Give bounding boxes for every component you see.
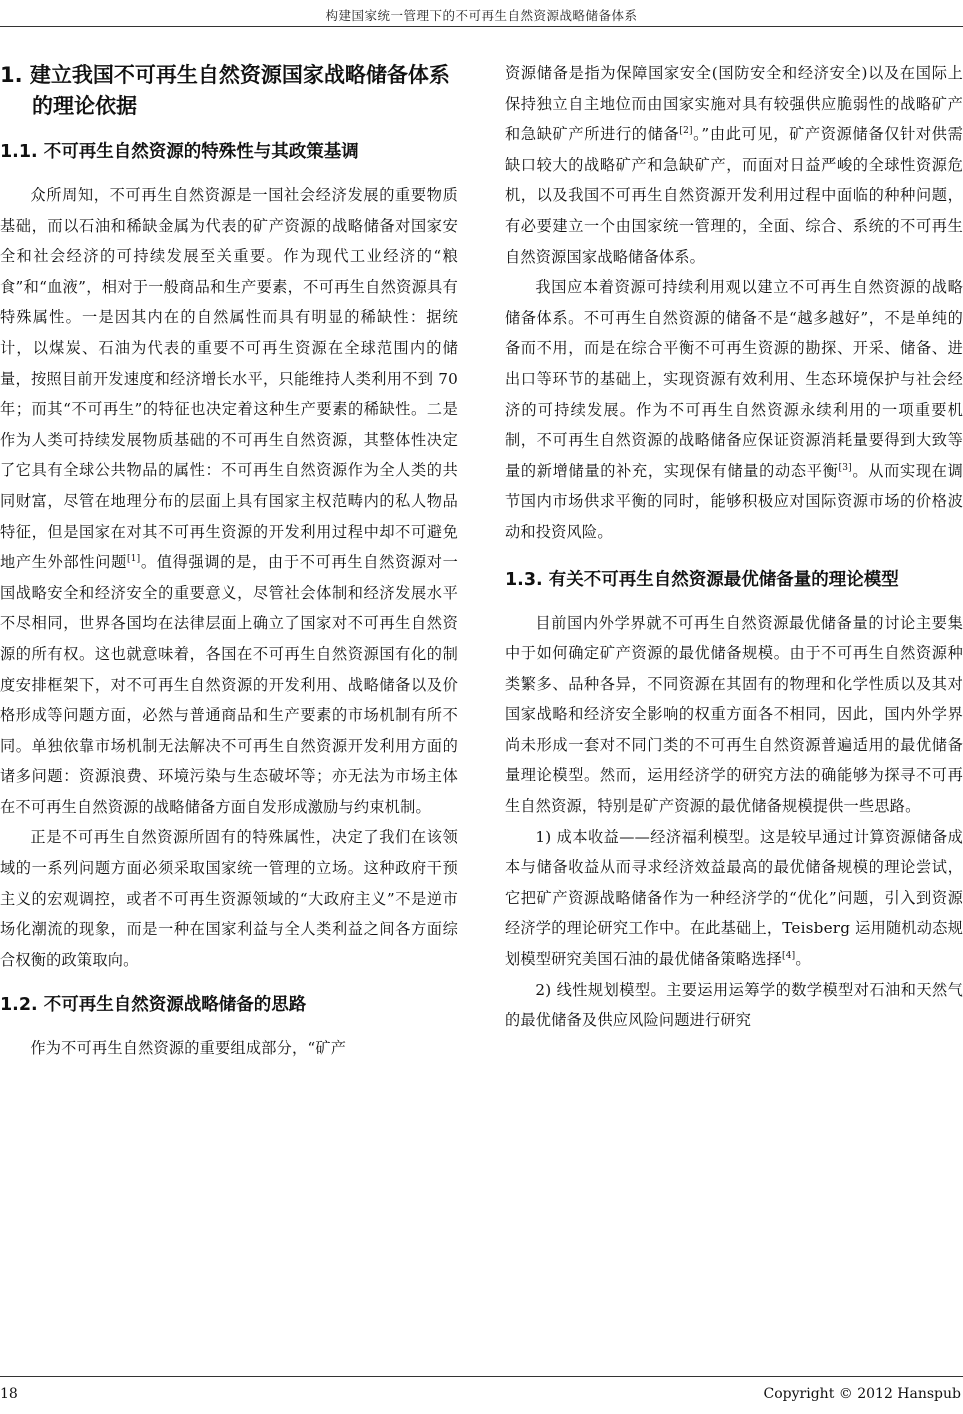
section-1-3-paragraph-2 [505, 822, 963, 975]
section-1-1-paragraph-2: 正是不可再生自然资源所固有的特殊属性，决定了我们在该领域的一系列问题方面必须采取国家统一管理的立场。这种政府干预主义的宏观调控，或者不可再生资源领域的“大政府主义”不是逆市场化潮流的现象，而是一种在国家利益与全人类利益之间各方面综合权衡的政策取向。 [0, 828, 458, 969]
section-1-2-paragraph-1-continued [505, 58, 963, 272]
paragraph-text: 1) 成本收益——经济福利模型。这是较早通过计算资源储备成本与储备收益从而寻求经济效益最高的最优储备规模的理论尝试，它把矿产资源战略储备作为一种经济学的“优化”问题，引入到资源经济学的理论研究工作中。在此基础上，Teisberg 运用随机动态规划模型研究美国石油的最优储备策略选择 [505, 827, 963, 969]
section-1-2-paragraph-1-start: 作为不可再生自然资源的重要组成部分，“矿产 [30, 1039, 347, 1058]
section-1-heading: 1. 建立我国不可再生自然资源国家战略储备体系的理论依据 [0, 63, 450, 118]
left-column [0, 52, 458, 1064]
section-1-3-paragraph-3: 2) 线性规划模型。主要运用运筹学的数学模型对石油和天然气的最优储备及供应风险问题进行研究 [505, 980, 963, 1030]
section-1-2-paragraph-2 [505, 272, 963, 547]
paragraph-text: 。值得强调的是，由于不可再生自然资源对一国战略安全和经济安全的重要意义，尽管社会体制和经济发展水平不尽相同，世界各国均在法律层面上确立了国家对不可再生自然资源的所有权。这也就意味着，各国在不可再生自然资源国有化的制度安排框架下，对不可再生自然资源的开发利用、战略储备以及价格形成等问题方面，必然与普通商品和生产要素的市场机制有所不同。单独依靠市场机制无法解决不可再生自然资源开发利用方面的诸多问题：资源浪费、环境污染与生态破坏等；亦无法为市场主体在不可再生自然资源的战略储备方面自发形成激励与约束机制。 [0, 553, 458, 816]
page-number: 18 [0, 1386, 18, 1402]
paragraph-text: 众所周知，不可再生自然资源是一国社会经济发展的重要物质基础，而以石油和稀缺金属为代表的矿产资源的战略储备对国家安全和社会经济的可持续发展至关重要。作为现代工业经济的“粮食”和“血液”，相对于一般商品和生产要素，不可再生自然资源具有特殊属性。一是因其内在的自然属性而具有明显的稀缺性：据统计，以煤炭、石油为代表的重要不可再生资源在全球范围内的储量，按照目前开发速度和经济增长水平，只能维持人类利用不到 70 年；而其“不可再生”的特征也决定着这种生产要素的稀缺性。二是作为人类可持续发展物质基础的不可再生自然资源，其整体性决定了它具有全球公共物品的属性：不可再生自然资源作为全人类的共同财富，尽管在地理分布的层面上具有国家主权范畴内的私人物品特征，但是国家在对其不可再生资源的开发利用过程中却不可避免地产生外部性问题 [0, 186, 458, 572]
paragraph-text: 。”由此可见，矿产资源储备仅针对供需缺口较大的战略矿产和急缺矿产，而面对日益严峻的全球性资源危机，以及我国不可再生自然资源开发利用过程中面临的种种问题，有必要建立一个由国家统一管理的，全面、综合、系统的不可再生自然资源国家战略储备体系。 [505, 125, 963, 266]
citation-1[interactable]: [1] [127, 554, 141, 565]
right-column [505, 58, 963, 1036]
section-1-3-paragraph-1: 目前国内外学界就不可再生自然资源最优储备量的讨论主要集中于如何确定矿产资源的最优储备规模。由于不可再生自然资源种类繁多、品种各异，不同资源在其固有的物理和化学性质以及其对国家战略和经济安全影响的权重方面各不相同，因此，国内外学界尚未形成一套对不同门类的不可再生自然资源普遍适用的最优储备量理论模型。然而，运用经济学的研究方法的确能够为探寻不可再生自然资源，特别是矿产资源的最优储备规模提供一些思路。 [505, 613, 963, 816]
section-1-2-heading: 1.2. 不可再生自然资源战略储备的思路 [0, 995, 307, 1016]
paragraph-text: 我国应本着资源可持续利用观以建立不可再生自然资源的战略储备体系。不可再生自然资源的储备不是“越多越好”，不是单纯的备而不用，而是在综合平衡不可再生资源的勘探、开采、储备、进出口等环节的基础上，实现资源有效利用、生态环境保护与社会经济的可持续发展。作为不可再生自然资源永续利用的一项重要机制，不可再生自然资源的战略储备应保证资源消耗量要得到大致等量的新增储量的补充，实现保有储量的动态平衡 [505, 278, 963, 480]
section-1-1-paragraph-1 [0, 180, 458, 822]
paragraph-text: 。 [795, 950, 811, 969]
running-header: 构建国家统一管理下的不可再生自然资源战略储备体系 [325, 8, 638, 23]
header-rule [0, 26, 963, 27]
footer-rule [0, 1376, 963, 1377]
section-1-3-heading: 1.3. 有关不可再生自然资源最优储备量的理论模型 [505, 569, 899, 590]
copyright-notice: Copyright © 2012 Hanspub [763, 1386, 961, 1402]
paragraph-text: 。从而实现在调节国内市场供求平衡的同时，能够积极应对国际资源市场的价格波动和投资风险。 [505, 461, 963, 541]
citation-3[interactable]: [3] [838, 462, 852, 473]
section-1-1-heading: 1.1. 不可再生自然资源的特殊性与其政策基调 [0, 142, 359, 162]
citation-2[interactable]: [2] [679, 126, 693, 137]
citation-4[interactable]: [4] [781, 951, 796, 962]
paragraph-text: 资源储备是指为保障国家安全(国防安全和经济安全)以及在国际上保持独立自主地位而由国家实施对具有较强供应脆弱性的战略矿产和急缺矿产所进行的储备 [505, 64, 963, 144]
